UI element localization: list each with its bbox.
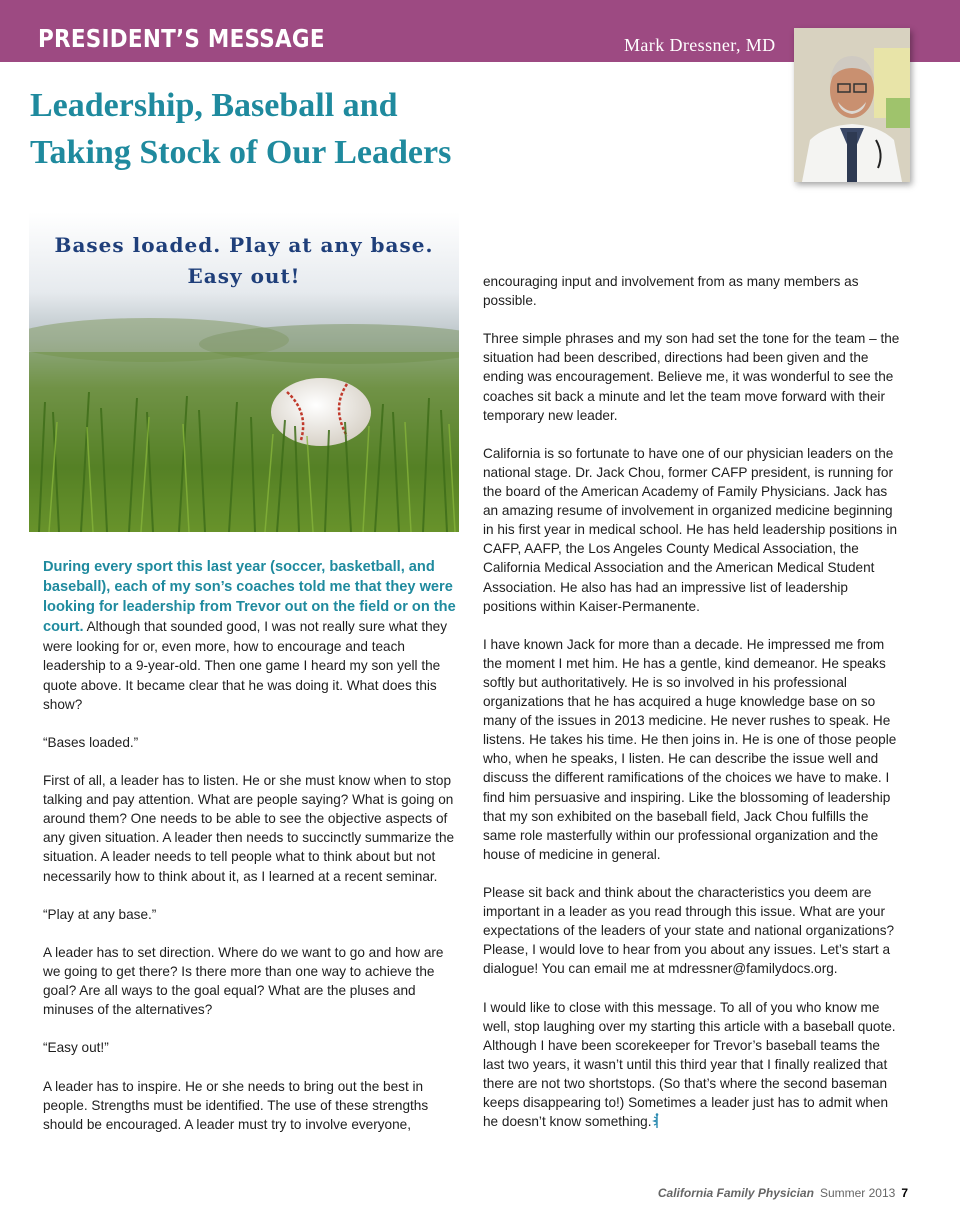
title-line-2: Taking Stock of Our Leaders (30, 134, 452, 171)
left-paragraph: “Easy out!” (43, 1040, 109, 1056)
lead-bold-text: During every sport this last year (soccer, basketball, and baseball), each of my son’s coaches told me that they were looking for leadership from Trevor out on the field or on the court. (43, 559, 456, 636)
right-column (483, 272, 903, 1150)
page-number: 7 (901, 1186, 908, 1200)
right-paragraph: Please sit back and think about the characteristics you deem are important in a leader as you read through this issue. What are your expectations of the leaders of your state and national organizations? Please, I would love to hear from you about any issues. Let’s start a dialogue! You can email me at mdressner@familydocs.org. (483, 885, 895, 977)
left-paragraph: A leader has to set direction. Where do we want to go and how are we going to get there? Is there more than one way to achieve the goal? Are all ways to the goal equal? What are the pluses and minuses of the alternatives? (43, 944, 444, 1018)
author-name: Mark Dressner, MD (624, 35, 776, 55)
left-paragraph: “Play at any base.” (43, 906, 157, 922)
right-paragraph: I have known Jack for more than a decade. He impressed me from the moment I met him. He has a gentle, kind demeanor. He speaks softly but authoritatively. He is so involved in his professional organizations that he has acquired a huge knowledge base on so many of the issues in 2013 medicine. He never rushes to speak. He listens. He takes his time. He then joins in. He is one of those people who, when he speaks, I listen. He can describe the issue well and discuss the different ramifications of the choices we have to make. I find him persuasive and inspiring. Like the blossoming of leadership that my son exhibited on the baseball field, Jack Chou fulfills the same role masterfully within our professional organization and the house of medicine in general. (483, 636, 897, 862)
lead-body-text: Although that sounded good, I was not really sure what they were looking for or, even more, how to encourage and teach leadership to a 9-year-old. Then one game I heard my son yell the quote above. It became clear that he was doing it. What does this show? (43, 619, 448, 712)
baseball-photo (29, 212, 459, 532)
author-portrait (794, 28, 910, 182)
closing-text: I would like to close with this message. To all of you who know me well, stop laughing over my starting this article with a baseball quote. Although I have been scorekeeper for Trevor’s baseball teams the last two years, it wasn’t until this third year that I finally realized that there are not two shortstops. (So that’s where the second baseman keeps disappearing to!) Sometimes a leader just has to admit when he doesn’t know something. (483, 999, 896, 1130)
photo-caption-line-2: Easy out! (187, 264, 301, 288)
right-paragraph: California is so fortunate to have one of our physician leaders on the national stage. Dr. Jack Chou, former CAFP president, is running for the board of the American Academy of Family Physicians. Jack has an amazing resume of involvement in organized medicine beginning in his first year in medical school. He has held leadership positions in CAFP, AAFP, the Los Angeles County Medical Association, the California Medical Association and the American Medical Student Association. He also has had an impressive list of leadership positions within Kaiser-Permanente. (483, 445, 898, 614)
caduceus-end-mark-icon (652, 1113, 662, 1129)
photo-caption (29, 230, 459, 292)
page-footer (658, 1186, 908, 1200)
lead-paragraph (43, 557, 463, 714)
left-paragraph: A leader has to inspire. He or she needs to bring out the best in people. Strengths must be identified. The use of these strengths should be encouraged. A leader must try to involve everyone, (43, 1078, 429, 1132)
left-paragraph: “Bases loaded.” (43, 734, 139, 750)
section-title: PRESIDENT’S MESSAGE (38, 24, 325, 53)
photo-caption-line-1: Bases loaded. Play at any base. (54, 233, 434, 257)
right-paragraph: encouraging input and involvement from as many members as possible. (483, 274, 859, 309)
title-line-1: Leadership, Baseball and (30, 87, 398, 124)
left-column (43, 557, 463, 1153)
issue-date: Summer 2013 (819, 1186, 896, 1200)
publication-name: California Family Physician (657, 1186, 814, 1200)
article-title (30, 82, 500, 176)
author-photo-illustration (794, 28, 910, 182)
right-paragraph-final (483, 998, 903, 1132)
right-paragraph: Three simple phrases and my son had set the tone for the team – the situation had been described, directions had been given and the ending was encouragement. Believe me, it was wonderful to see the coaches sit back a minute and let the team move forward with their temporary new leader. (483, 331, 900, 423)
left-paragraph: First of all, a leader has to listen. He or she must know when to stop talking and pay attention. What are people saying? What is going on around them? One needs to be able to see the objective aspects of any given situation. A leader then needs to succinctly summarize the situation. A leader needs to tell people what to think about but not necessarily how to think about it, as I learned at a recent seminar. (43, 773, 455, 884)
